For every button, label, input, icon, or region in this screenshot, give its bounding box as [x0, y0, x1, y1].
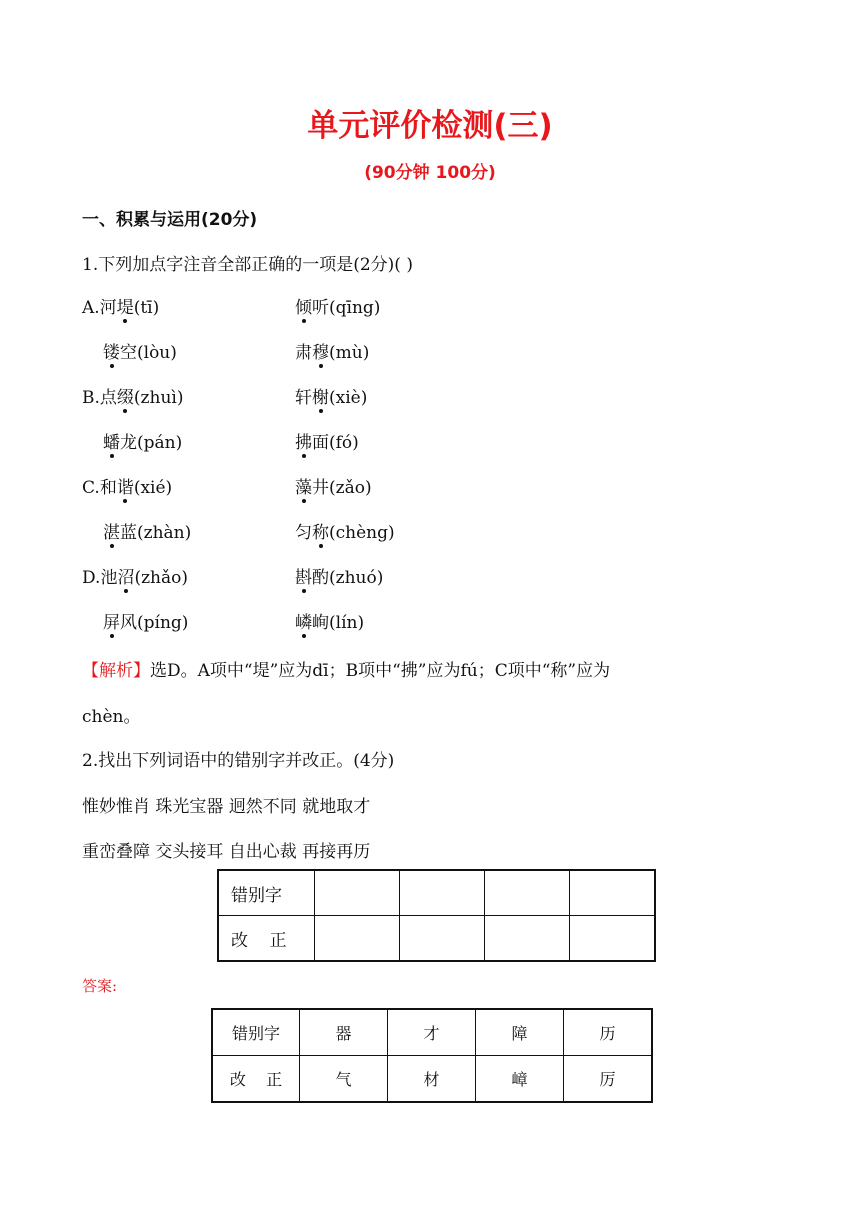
- option-text: 轩: [295, 388, 312, 408]
- blank-cell[interactable]: [570, 870, 656, 916]
- option-left-item: [103, 428, 182, 453]
- question-2-words-line-2: 重峦叠障 交头接耳 自出心裁 再接再历: [82, 842, 371, 862]
- pinyin: (zǎo): [329, 478, 372, 498]
- answer-table: [211, 1008, 653, 1103]
- pinyin: (xiè): [329, 388, 368, 408]
- pinyin: (qīng): [329, 298, 381, 318]
- option-left-item: [103, 338, 177, 363]
- blank-cell[interactable]: [400, 870, 485, 916]
- table-cell: 嶂: [476, 1056, 564, 1103]
- option-text: 空: [120, 343, 137, 363]
- dotted-char: 沼: [117, 568, 135, 588]
- pinyin: (xié): [133, 478, 173, 498]
- option-text: 井: [312, 478, 329, 498]
- dotted-char: 倾: [295, 298, 312, 318]
- dotted-char: 榭: [312, 388, 329, 408]
- table-header-cell: 改 正: [212, 1056, 300, 1103]
- table-cell: 气: [300, 1056, 388, 1103]
- option-text: 峋: [312, 613, 329, 633]
- option-text: 和: [99, 478, 117, 498]
- question-2-words-line-1: 惟妙惟肖 珠光宝器 迥然不同 就地取才: [82, 797, 371, 817]
- pinyin: (zhuó): [329, 568, 384, 588]
- pinyin: (chèng): [329, 523, 395, 543]
- answer-grid-blank: [217, 869, 656, 962]
- dotted-char: 拂: [295, 433, 312, 453]
- option-text: 听: [312, 298, 329, 318]
- pinyin: (píng): [137, 613, 189, 633]
- dotted-char: 谐: [116, 478, 134, 498]
- pinyin: (zhàn): [137, 523, 192, 543]
- table-cell: 历: [564, 1009, 653, 1056]
- dotted-char: 镂: [103, 343, 120, 363]
- table-header-cell: 改 正: [218, 916, 315, 962]
- pinyin: (lòu): [137, 343, 177, 363]
- option-prefix: C.: [82, 478, 100, 498]
- analysis-tag: 【解析】: [82, 661, 150, 681]
- option-left-item: [103, 608, 188, 633]
- dotted-char: 斟: [295, 568, 312, 588]
- page-subtitle: (90分钟 100分): [364, 163, 496, 183]
- pinyin: (fó): [329, 433, 359, 453]
- blank-cell[interactable]: [485, 870, 570, 916]
- dotted-char: 穆: [312, 343, 329, 363]
- dotted-char: 缀: [116, 388, 134, 408]
- option-right-item: [295, 383, 367, 408]
- option-text: 龙: [120, 433, 137, 453]
- answer-label: 答案:: [82, 977, 118, 995]
- question-1-analysis-cont: chèn。: [82, 707, 141, 727]
- table-row: [218, 916, 655, 962]
- option-right-item: [295, 563, 383, 588]
- option-text: 肃: [295, 343, 312, 363]
- option-text: 酌: [312, 568, 329, 588]
- table-cell: 器: [300, 1009, 388, 1056]
- pinyin: (mù): [329, 343, 370, 363]
- dotted-char: 藻: [295, 478, 312, 498]
- option-text: 匀: [295, 523, 312, 543]
- option-right-item: [295, 428, 359, 453]
- table-header-cell: 错别字: [218, 870, 315, 916]
- option-left-item: [103, 518, 191, 543]
- question-1-analysis: [82, 656, 610, 681]
- option-text: 点: [99, 388, 117, 408]
- option-text: 池: [100, 568, 118, 588]
- option-prefix: D.: [82, 568, 101, 588]
- option-left-item: [82, 293, 159, 318]
- option-text: 河: [99, 298, 117, 318]
- table-cell: 才: [388, 1009, 476, 1056]
- option-left-item: [82, 383, 183, 408]
- table-cell: 厉: [564, 1056, 653, 1103]
- dotted-char: 湛: [103, 523, 120, 543]
- option-right-item: [295, 518, 395, 543]
- dotted-char: 称: [312, 523, 329, 543]
- table-cell: 障: [476, 1009, 564, 1056]
- analysis-text: 选D。A项中“堤”应为dī；B项中“拂”应为fú；C项中“称”应为: [150, 661, 611, 681]
- option-prefix: A.: [82, 298, 100, 318]
- pinyin: (zhǎo): [134, 568, 188, 588]
- option-right-item: [295, 473, 372, 498]
- option-prefix: B.: [82, 388, 100, 408]
- option-text: 面: [312, 433, 329, 453]
- table-header-cell: 错别字: [212, 1009, 300, 1056]
- question-2-stem: 2.找出下列词语中的错别字并改正。(4分): [82, 751, 395, 771]
- option-text: 风: [120, 613, 137, 633]
- blank-cell[interactable]: [485, 916, 570, 962]
- pinyin: (lín): [329, 613, 365, 633]
- dotted-char: 堤: [116, 298, 134, 318]
- dotted-char: 蟠: [103, 433, 120, 453]
- blank-cell[interactable]: [400, 916, 485, 962]
- pinyin: (tī): [133, 298, 160, 318]
- table-row: [218, 870, 655, 916]
- option-left-item: [82, 563, 188, 588]
- blank-cell[interactable]: [570, 916, 656, 962]
- blank-cell[interactable]: [315, 870, 400, 916]
- option-left-item: [82, 473, 172, 498]
- table-cell: 材: [388, 1056, 476, 1103]
- option-right-item: [295, 293, 380, 318]
- option-text: 蓝: [120, 523, 137, 543]
- table-row: [212, 1009, 652, 1056]
- option-right-item: [295, 338, 369, 363]
- option-right-item: [295, 608, 364, 633]
- pinyin: (zhuì): [133, 388, 184, 408]
- pinyin: (pán): [137, 433, 183, 453]
- dotted-char: 嶙: [295, 613, 312, 633]
- dotted-char: 屏: [103, 613, 120, 633]
- question-1-stem: 1.下列加点字注音全部正确的一项是(2分)( ): [82, 255, 413, 275]
- page-title: 单元评价检测(三): [307, 108, 553, 144]
- section-heading: 一、积累与运用(20分): [82, 210, 258, 230]
- table-row: [212, 1056, 652, 1103]
- blank-cell[interactable]: [315, 916, 400, 962]
